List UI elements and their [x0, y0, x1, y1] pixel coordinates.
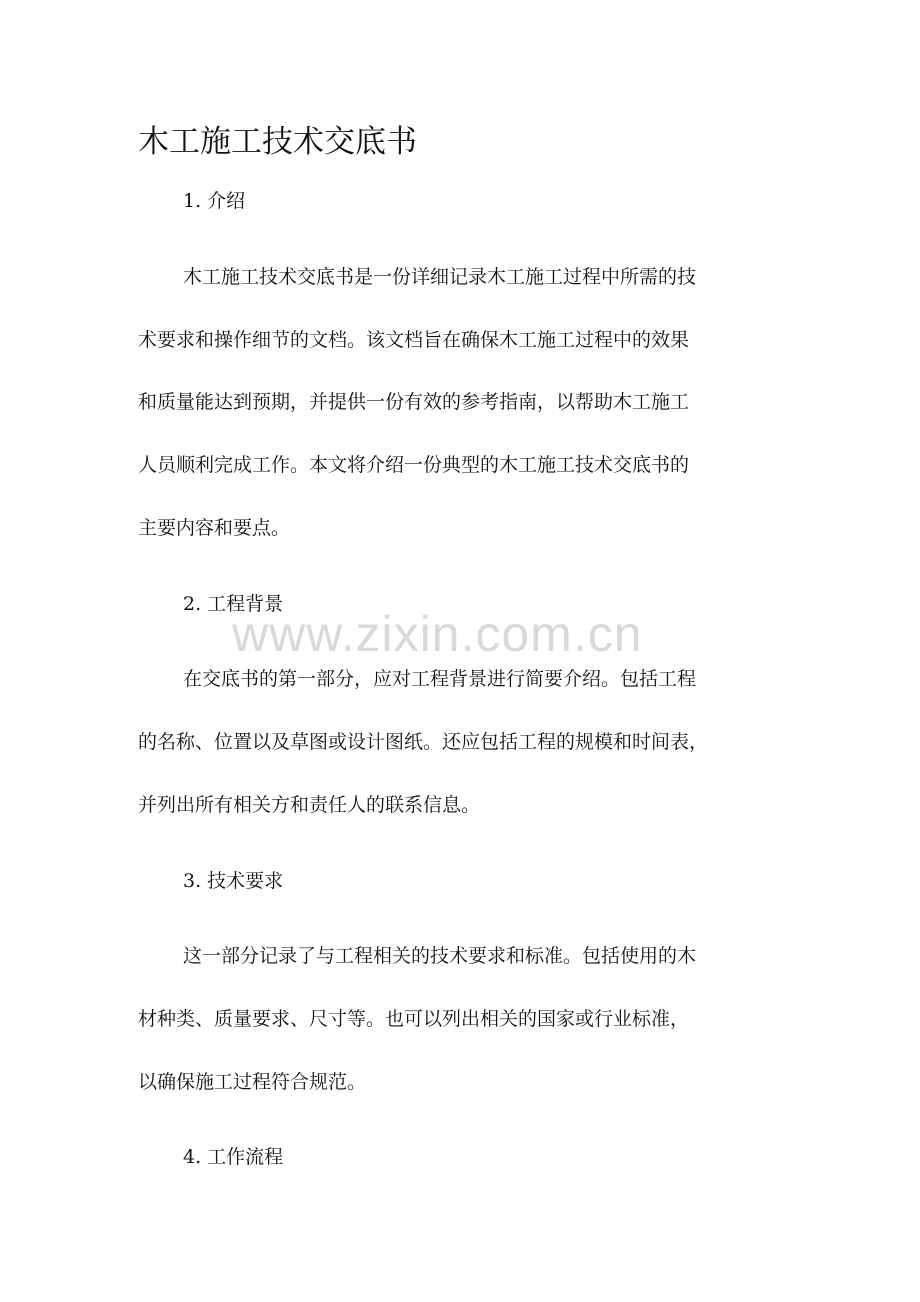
page-title: 木工施工技术交底书 [138, 124, 417, 160]
paragraph-line: 在交底书的第一部分，应对工程背景进行简要介绍。包括工程 [183, 668, 697, 690]
section-heading-background: 2. 工程背景 [183, 593, 284, 615]
section-heading-technical-requirements: 3. 技术要求 [183, 870, 284, 892]
section-heading-workflow: 4. 工作流程 [183, 1146, 284, 1168]
paragraph-line: 和质量能达到预期，并提供一份有效的参考指南，以帮助木工施工 [138, 391, 690, 413]
paragraph-line: 术要求和操作细节的文档。该文档旨在确保木工施工过程中的效果 [138, 329, 690, 351]
watermark: www.zixin.com.cn [232, 606, 643, 662]
paragraph-line: 材种类、质量要求、尺寸等。也可以列出相关的国家或行业标准， [138, 1008, 690, 1030]
paragraph-line: 并列出所有相关方和责任人的联系信息。 [138, 794, 481, 816]
paragraph-line: 木工施工技术交底书是一份详细记录木工施工过程中所需的技 [183, 266, 697, 288]
paragraph-line: 以确保施工过程符合规范。 [138, 1071, 367, 1093]
paragraph-line: 的名称、位置以及草图或设计图纸。还应包括工程的规模和时间表， [138, 731, 709, 753]
paragraph-line: 这一部分记录了与工程相关的技术要求和标准。包括使用的木 [183, 945, 697, 967]
paragraph-line: 人员顺利完成工作。本文将介绍一份典型的木工施工技术交底书的 [138, 454, 690, 476]
paragraph-line: 主要内容和要点。 [138, 517, 291, 539]
section-heading-intro: 1. 介绍 [183, 190, 246, 212]
